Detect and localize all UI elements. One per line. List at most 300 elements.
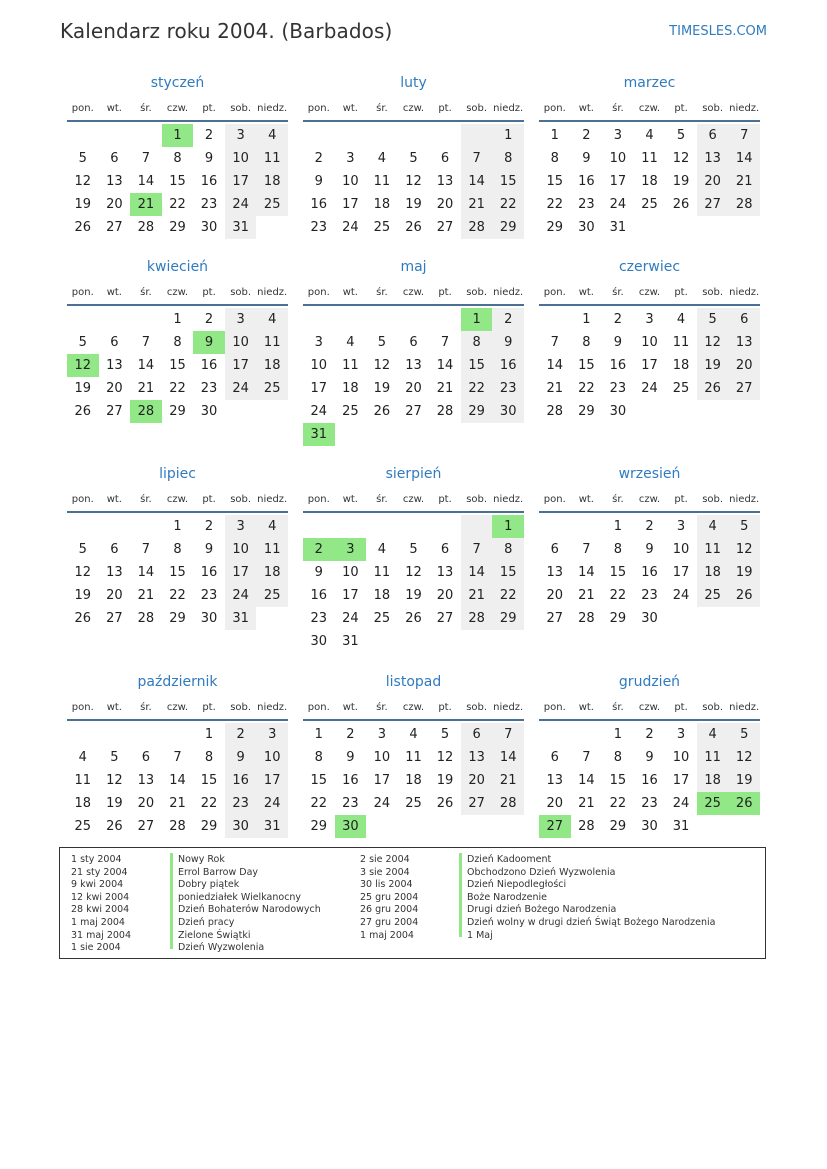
- day-cell: 28: [728, 193, 760, 216]
- day-cell: 15: [461, 354, 493, 377]
- day-cell: 8: [461, 331, 493, 354]
- day-cell: 19: [373, 381, 391, 396]
- weekday-label: sob.: [466, 286, 488, 298]
- day-cell: 31: [225, 607, 257, 630]
- day-cell: 29: [169, 220, 186, 235]
- day-cell: 12: [697, 331, 729, 354]
- day-cell: 17: [256, 769, 288, 792]
- legend-entry: Drugi dzień Bożego Narodzenia: [467, 904, 617, 916]
- day-cell: 11: [342, 358, 359, 373]
- day-cell: 7: [582, 542, 591, 557]
- day-cell: 26: [672, 197, 690, 212]
- empty-cell: [99, 515, 131, 538]
- month-7: [67, 461, 288, 630]
- day-cell: 20: [436, 197, 454, 212]
- weekday-label: czw.: [166, 102, 189, 114]
- weekday-label: sob.: [466, 701, 488, 713]
- day-cell: 13: [461, 746, 493, 769]
- legend-entry: 1 maj 2004: [71, 916, 125, 928]
- legend-entry: 1 sie 2004: [71, 942, 121, 954]
- day-cell: 19: [106, 796, 123, 811]
- day-cell: 25: [256, 193, 288, 216]
- brand-link[interactable]: TIMESLES.COM: [669, 24, 767, 39]
- day-cell: 24: [225, 377, 257, 400]
- weekday-label: pt.: [674, 493, 688, 505]
- day-cell: 30: [335, 815, 367, 838]
- weekday-label: sob.: [466, 493, 488, 505]
- day-cell: 23: [609, 381, 627, 396]
- weekday-label: sob.: [702, 286, 724, 298]
- day-cell: 8: [492, 538, 524, 561]
- day-cell: 27: [405, 404, 422, 419]
- day-cell: 17: [672, 565, 690, 580]
- legend-entry: Boże Narodzenie: [467, 891, 547, 903]
- day-cell: 25: [373, 220, 391, 235]
- days-grid: [539, 306, 760, 423]
- day-cell: 15: [492, 170, 524, 193]
- days-grid: [539, 122, 760, 239]
- day-cell: 6: [141, 750, 151, 765]
- day-cell: 1: [492, 124, 524, 147]
- day-cell: 20: [436, 588, 454, 603]
- days-grid: [303, 513, 524, 653]
- day-cell: 5: [409, 151, 418, 166]
- days-grid: [303, 306, 524, 446]
- day-cell: 3: [613, 128, 623, 143]
- day-cell: 27: [728, 377, 760, 400]
- day-cell: 27: [436, 611, 454, 626]
- day-cell: 2: [582, 128, 591, 143]
- day-cell: 6: [697, 124, 729, 147]
- weekday-label: sob.: [702, 701, 724, 713]
- weekday-label: sob.: [230, 102, 252, 114]
- day-cell: 26: [436, 796, 454, 811]
- page-title: Kalendarz roku 2004. (Barbados): [60, 19, 393, 43]
- day-cell: 1: [314, 727, 323, 742]
- day-cell: 1: [613, 519, 623, 534]
- day-cell: 11: [697, 746, 729, 769]
- day-cell: 1: [582, 312, 591, 327]
- day-cell: 29: [461, 400, 493, 423]
- day-cell: 13: [436, 174, 454, 189]
- day-cell: 6: [550, 750, 559, 765]
- day-cell: 19: [74, 381, 92, 396]
- weekday-label: pon.: [307, 701, 330, 713]
- day-cell: 17: [310, 381, 328, 396]
- day-cell: 5: [377, 335, 387, 350]
- day-cell: 18: [672, 358, 690, 373]
- weekday-label: wt.: [578, 701, 594, 713]
- day-cell: 25: [697, 792, 729, 815]
- legend-entry: 28 kwi 2004: [71, 904, 130, 916]
- day-cell: 4: [676, 312, 686, 327]
- legend-entry: Errol Barrow Day: [178, 866, 259, 878]
- empty-cell: [429, 515, 461, 538]
- weekday-label: pon.: [71, 286, 94, 298]
- day-cell: 18: [342, 381, 359, 396]
- day-cell: 30: [492, 400, 524, 423]
- day-cell: 1: [204, 727, 214, 742]
- day-cell: 2: [204, 128, 214, 143]
- day-cell: 14: [137, 358, 155, 373]
- day-cell: 25: [256, 584, 288, 607]
- weekday-label: pon.: [307, 102, 330, 114]
- day-cell: 5: [110, 750, 119, 765]
- empty-cell: [162, 723, 194, 746]
- legend-entry: poniedziałek Wielkanocny: [178, 891, 302, 903]
- day-cell: 24: [310, 404, 328, 419]
- day-cell: 20: [697, 170, 729, 193]
- month-9: [539, 461, 760, 630]
- day-cell: 21: [492, 769, 524, 792]
- weekday-label: sob.: [230, 493, 252, 505]
- weekday-label: wt.: [342, 493, 358, 505]
- day-cell: 13: [405, 358, 422, 373]
- day-cell: 28: [130, 400, 162, 423]
- weekday-label: śr.: [612, 286, 624, 298]
- legend-dates-col-2: [360, 854, 418, 942]
- empty-cell: [67, 515, 99, 538]
- day-cell: 10: [256, 746, 288, 769]
- day-cell: 24: [609, 197, 627, 212]
- day-cell: 16: [200, 358, 218, 373]
- day-cell: 31: [303, 423, 335, 446]
- day-cell: 2: [225, 723, 257, 746]
- day-cell: 11: [405, 750, 422, 765]
- day-cell: 15: [169, 358, 186, 373]
- legend-marker-1: [170, 853, 173, 949]
- day-cell: 4: [256, 308, 288, 331]
- legend-entry: 21 sty 2004: [71, 866, 128, 878]
- month-name: kwiecień: [146, 259, 209, 275]
- day-cell: 6: [409, 335, 418, 350]
- day-cell: 6: [110, 151, 119, 166]
- weekday-label: wt.: [106, 102, 122, 114]
- day-cell: 18: [74, 796, 92, 811]
- day-cell: 30: [641, 611, 658, 626]
- day-cell: 4: [78, 750, 87, 765]
- day-cell: 12: [728, 538, 760, 561]
- day-cell: 22: [492, 193, 524, 216]
- day-cell: 3: [676, 727, 686, 742]
- empty-cell: [398, 308, 430, 331]
- day-cell: 23: [200, 588, 218, 603]
- month-name: wrzesień: [618, 466, 681, 482]
- day-cell: 24: [641, 381, 658, 396]
- empty-cell: [130, 124, 162, 147]
- day-cell: 3: [377, 727, 387, 742]
- day-cell: 8: [173, 335, 182, 350]
- empty-cell: [303, 308, 335, 331]
- day-cell: 22: [609, 588, 627, 603]
- day-cell: 22: [310, 796, 328, 811]
- day-cell: 3: [314, 335, 323, 350]
- weekday-label: sob.: [230, 701, 252, 713]
- month-1: [67, 70, 288, 239]
- day-cell: 22: [169, 588, 186, 603]
- day-cell: 21: [578, 588, 595, 603]
- day-cell: 26: [405, 220, 422, 235]
- day-cell: 27: [106, 404, 123, 419]
- day-cell: 6: [550, 542, 559, 557]
- day-cell: 25: [342, 404, 359, 419]
- day-cell: 10: [225, 331, 257, 354]
- empty-cell: [99, 723, 131, 746]
- weekday-label: wt.: [578, 493, 594, 505]
- weekday-label: sob.: [702, 102, 724, 114]
- day-cell: 15: [492, 561, 524, 584]
- weekday-label: pon.: [543, 701, 566, 713]
- month-name: sierpień: [385, 466, 442, 482]
- weekday-label: śr.: [140, 701, 152, 713]
- legend-marker-2: [459, 853, 462, 937]
- legend-entry: Zielone Świątki: [178, 929, 251, 941]
- month-4: [67, 254, 288, 423]
- holiday-legend: [59, 847, 766, 959]
- day-cell: 9: [204, 542, 214, 557]
- legend-entry: Obchodzono Dzień Wyzwolenia: [467, 866, 616, 878]
- day-cell: 8: [173, 542, 182, 557]
- day-cell: 19: [728, 769, 760, 792]
- day-cell: 10: [225, 538, 257, 561]
- day-cell: 25: [405, 796, 422, 811]
- day-cell: 28: [169, 819, 186, 834]
- weekday-label: śr.: [376, 493, 388, 505]
- day-cell: 1: [613, 727, 623, 742]
- day-cell: 16: [310, 197, 328, 212]
- weekday-label: sob.: [466, 102, 488, 114]
- day-cell: 21: [546, 381, 564, 396]
- weekday-label: pt.: [438, 701, 452, 713]
- day-cell: 19: [74, 588, 92, 603]
- day-cell: 20: [106, 197, 123, 212]
- day-cell: 31: [256, 815, 288, 838]
- day-cell: 2: [303, 538, 335, 561]
- day-cell: 3: [225, 515, 257, 538]
- day-cell: 19: [74, 197, 92, 212]
- day-cell: 1: [173, 312, 182, 327]
- legend-names-col-2: [467, 854, 716, 942]
- day-cell: 9: [645, 750, 654, 765]
- legend-entry: Dzień Niepodległości: [467, 879, 567, 891]
- empty-cell: [67, 723, 99, 746]
- day-cell: 7: [582, 750, 591, 765]
- day-cell: 25: [697, 584, 729, 607]
- legend-entry: 3 sie 2004: [360, 866, 410, 878]
- day-cell: 2: [204, 312, 214, 327]
- month-10: [67, 669, 288, 838]
- day-cell: 19: [436, 773, 454, 788]
- day-cell: 13: [106, 174, 123, 189]
- day-cell: 18: [256, 354, 288, 377]
- day-cell: 12: [106, 773, 123, 788]
- weekday-header: [67, 487, 288, 513]
- day-cell: 16: [578, 174, 595, 189]
- days-grid: [67, 122, 288, 239]
- day-cell: 7: [141, 335, 151, 350]
- day-cell: 21: [130, 193, 162, 216]
- day-cell: 26: [74, 220, 92, 235]
- day-cell: 1: [492, 515, 524, 538]
- month-name: czerwiec: [618, 259, 681, 275]
- weekday-label: śr.: [612, 102, 624, 114]
- day-cell: 11: [256, 331, 288, 354]
- weekday-label: wt.: [342, 701, 358, 713]
- weekday-label: niedz.: [257, 701, 288, 713]
- day-cell: 12: [74, 565, 92, 580]
- day-cell: 17: [373, 773, 391, 788]
- day-cell: 26: [405, 611, 422, 626]
- empty-cell: [539, 723, 571, 746]
- day-cell: 4: [645, 128, 654, 143]
- day-cell: 4: [377, 151, 387, 166]
- empty-cell: [303, 124, 335, 147]
- day-cell: 14: [578, 773, 595, 788]
- day-cell: 6: [440, 542, 450, 557]
- day-cell: 18: [256, 561, 288, 584]
- day-cell: 3: [645, 312, 654, 327]
- legend-entry: 1 sty 2004: [71, 854, 122, 865]
- day-cell: 30: [609, 404, 627, 419]
- weekday-label: czw.: [638, 701, 661, 713]
- day-cell: 29: [546, 220, 564, 235]
- legend-entry: 1 maj 2004: [360, 929, 414, 941]
- day-cell: 9: [613, 335, 623, 350]
- weekday-label: wt.: [578, 286, 594, 298]
- day-cell: 28: [546, 404, 564, 419]
- weekday-label: niedz.: [493, 102, 524, 114]
- empty-cell: [571, 515, 603, 538]
- weekday-label: pon.: [543, 493, 566, 505]
- weekday-label: wt.: [342, 102, 358, 114]
- day-cell: 18: [697, 769, 729, 792]
- day-cell: 8: [173, 151, 182, 166]
- day-cell: 13: [697, 147, 729, 170]
- day-cell: 29: [169, 404, 186, 419]
- day-cell: 3: [346, 151, 355, 166]
- empty-cell: [366, 124, 398, 147]
- day-cell: 2: [204, 519, 214, 534]
- day-cell: 20: [137, 796, 155, 811]
- weekday-label: niedz.: [729, 286, 760, 298]
- weekday-label: pt.: [202, 493, 216, 505]
- day-cell: 27: [697, 193, 729, 216]
- day-cell: 21: [137, 381, 155, 396]
- month-8: [303, 461, 524, 653]
- day-cell: 9: [645, 542, 654, 557]
- day-cell: 19: [697, 354, 729, 377]
- day-cell: 9: [314, 565, 323, 580]
- day-cell: 25: [373, 611, 391, 626]
- days-grid: [67, 513, 288, 630]
- day-cell: 24: [672, 796, 690, 811]
- day-cell: 22: [492, 584, 524, 607]
- weekday-label: niedz.: [257, 102, 288, 114]
- weekday-label: sob.: [230, 286, 252, 298]
- weekday-label: czw.: [402, 286, 425, 298]
- empty-cell: [130, 308, 162, 331]
- day-cell: 28: [492, 792, 524, 815]
- weekday-label: czw.: [166, 701, 189, 713]
- day-cell: 23: [492, 377, 524, 400]
- weekday-label: pt.: [202, 102, 216, 114]
- day-cell: 7: [173, 750, 182, 765]
- day-cell: 18: [641, 174, 658, 189]
- day-cell: 29: [609, 819, 627, 834]
- empty-cell: [130, 723, 162, 746]
- day-cell: 2: [492, 308, 524, 331]
- day-cell: 1: [173, 519, 182, 534]
- day-cell: 28: [436, 404, 454, 419]
- day-cell: 5: [697, 308, 729, 331]
- day-cell: 19: [672, 174, 690, 189]
- day-cell: 16: [200, 565, 218, 580]
- day-cell: 23: [342, 796, 359, 811]
- day-cell: 14: [436, 358, 454, 373]
- day-cell: 16: [641, 773, 658, 788]
- weekday-label: niedz.: [493, 493, 524, 505]
- day-cell: 22: [169, 381, 186, 396]
- day-cell: 3: [335, 538, 367, 561]
- month-12: [539, 669, 760, 838]
- day-cell: 14: [137, 174, 155, 189]
- legend-entry: Dzień Kadooment: [467, 854, 552, 865]
- day-cell: 28: [578, 819, 595, 834]
- day-cell: 17: [342, 588, 359, 603]
- weekday-label: pon.: [543, 286, 566, 298]
- days-grid: [539, 513, 760, 630]
- day-cell: 16: [609, 358, 627, 373]
- day-cell: 9: [204, 151, 214, 166]
- day-cell: 7: [440, 335, 450, 350]
- day-cell: 8: [492, 147, 524, 170]
- day-cell: 20: [106, 588, 123, 603]
- day-cell: 20: [405, 381, 422, 396]
- weekday-label: pt.: [202, 286, 216, 298]
- day-cell: 12: [672, 151, 690, 166]
- day-cell: 15: [578, 358, 595, 373]
- day-cell: 8: [550, 151, 559, 166]
- day-cell: 24: [342, 220, 359, 235]
- day-cell: 7: [461, 147, 493, 170]
- weekday-label: wt.: [106, 493, 122, 505]
- weekday-header: [303, 695, 524, 721]
- day-cell: 26: [106, 819, 123, 834]
- weekday-label: niedz.: [729, 493, 760, 505]
- day-cell: 8: [582, 335, 591, 350]
- legend-dates-col-1: [71, 854, 131, 955]
- day-cell: 21: [728, 170, 760, 193]
- weekday-label: czw.: [166, 286, 189, 298]
- weekday-label: sob.: [702, 493, 724, 505]
- day-cell: 18: [405, 773, 422, 788]
- day-cell: 1: [550, 128, 559, 143]
- day-cell: 19: [405, 197, 422, 212]
- day-cell: 26: [373, 404, 391, 419]
- day-cell: 10: [672, 542, 690, 557]
- day-cell: 17: [609, 174, 627, 189]
- day-cell: 27: [106, 220, 123, 235]
- days-grid: [67, 721, 288, 838]
- day-cell: 29: [609, 611, 627, 626]
- legend-names-col-1: [178, 854, 321, 955]
- empty-cell: [571, 723, 603, 746]
- day-cell: 27: [436, 220, 454, 235]
- day-cell: 5: [728, 723, 760, 746]
- day-cell: 11: [256, 147, 288, 170]
- day-cell: 27: [106, 611, 123, 626]
- weekday-header: [539, 487, 760, 513]
